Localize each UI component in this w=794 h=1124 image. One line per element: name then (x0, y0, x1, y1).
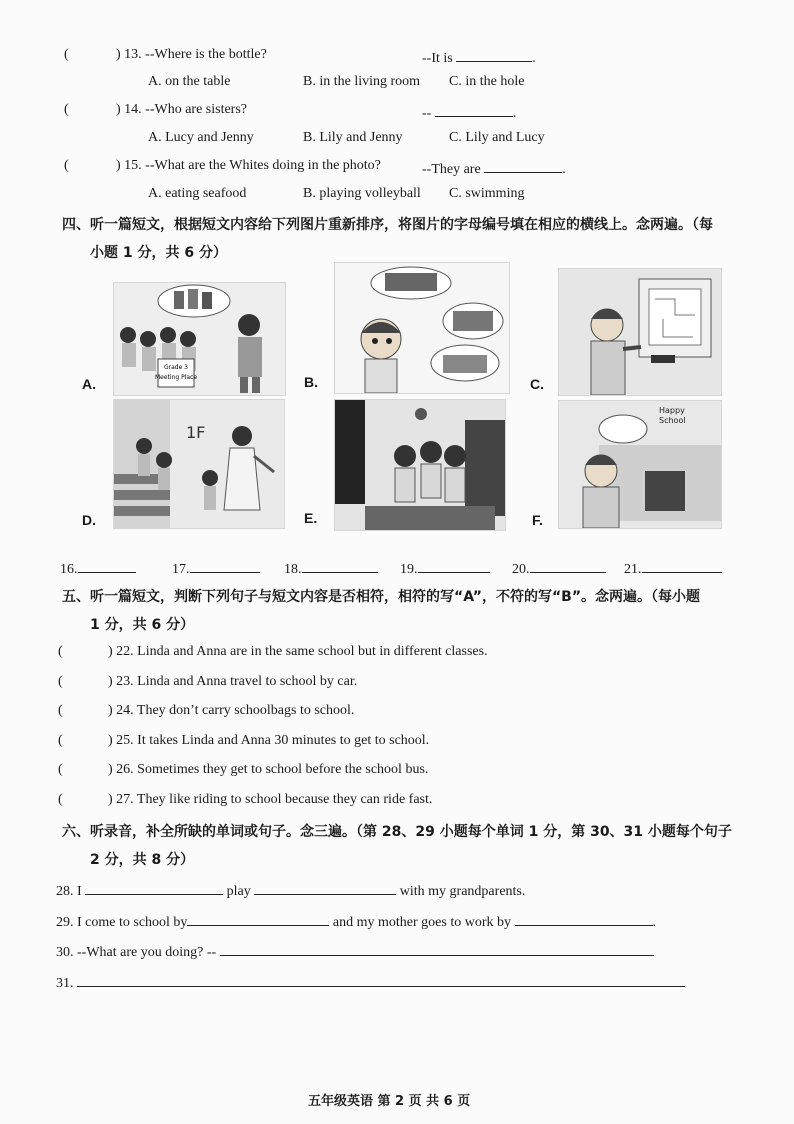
answer-paren: ( (64, 47, 69, 62)
statement-23: ) 23. Linda and Anna travel to school by car. (108, 674, 358, 689)
statement-27: ) 27. They like riding to school because they can ride fast. (108, 792, 433, 807)
section-5-heading: 五、听一篇短文，判断下列句子与短文内容是否相符，相符的写“A”，不符的写“B”。念两遍。（每小题 (62, 589, 701, 605)
stairs-teacher-children-illustration (114, 400, 284, 528)
svg-text:Meeting Place: Meeting Place (154, 374, 198, 381)
question-31: 31. (56, 972, 685, 992)
answer-prefix: --They are . (422, 158, 566, 178)
picture-b (334, 262, 510, 394)
page-footer: 五年级英语 第 2 页 共 6 页 (308, 1094, 471, 1109)
picture-f-label: F. (532, 512, 543, 528)
question-29: 29. I come to school by and my mother goes to work by . (56, 911, 656, 931)
answer-paren: ( (58, 674, 63, 689)
question-30: 30. --What are you doing? -- (56, 941, 654, 961)
answer-17[interactable]: 17. (172, 558, 260, 578)
picture-e (334, 399, 506, 531)
option-c: C. swimming (449, 186, 525, 201)
question-text: ) 14. --Who are sisters? (116, 102, 248, 117)
girl-in-front-of-school-illustration (559, 401, 721, 528)
option-b: B. playing volleyball (303, 186, 421, 201)
blank-28a[interactable] (85, 880, 223, 895)
svg-text:School: School (659, 416, 686, 425)
option-b: B. in the living room (303, 74, 421, 89)
girl-pointing-at-map-illustration (559, 269, 721, 395)
picture-b-label: B. (304, 374, 318, 390)
answer-18[interactable]: 18. (284, 558, 378, 578)
blank-31[interactable] (77, 972, 685, 987)
blank-29a[interactable] (187, 911, 329, 926)
svg-text:Happy: Happy (659, 406, 685, 415)
answer-paren: ( (58, 792, 63, 807)
picture-a-label: A. (82, 376, 96, 392)
answer-19[interactable]: 19. (400, 558, 490, 578)
section-6-heading-cont: 2 分，共 8 分） (90, 852, 195, 868)
question-text: ) 13. --Where is the bottle? (116, 47, 267, 62)
answer-20[interactable]: 20. (512, 558, 606, 578)
answer-paren: ( (58, 703, 63, 718)
statement-22: ) 22. Linda and Anna are in the same school but in different classes. (108, 644, 488, 659)
option-c: C. Lily and Lucy (449, 130, 545, 145)
question-text: ) 15. --What are the Whites doing in the photo? (116, 158, 381, 173)
answer-21[interactable]: 21. (624, 558, 722, 578)
section-4-heading-cont: 小题 1 分，共 6 分） (90, 245, 227, 261)
answer-16[interactable]: 16. (60, 558, 136, 578)
option-a: A. on the table (148, 74, 231, 89)
picture-d-label: D. (82, 512, 96, 528)
answer-paren: ( (64, 158, 69, 173)
statement-25: ) 25. It takes Linda and Anna 30 minutes to get to school. (108, 733, 430, 748)
girl-thinking-illustration (335, 263, 509, 393)
answer-prefix: --It is . (422, 47, 536, 67)
answer-paren: ( (64, 102, 69, 117)
option-b: B. Lily and Jenny (303, 130, 403, 145)
option-a: A. eating seafood (148, 186, 247, 201)
blank-29b[interactable] (515, 911, 653, 926)
svg-text:Grade 3: Grade 3 (163, 364, 189, 371)
blank-30[interactable] (220, 941, 654, 956)
picture-c-label: C. (530, 376, 544, 392)
picture-a (113, 282, 286, 396)
answer-paren: ( (58, 733, 63, 748)
picture-d (113, 399, 285, 529)
picture-f (558, 400, 722, 529)
blank-28b[interactable] (254, 880, 396, 895)
section-4-heading: 四、听一篇短文，根据短文内容给下列图片重新排序，将图片的字母编号填在相应的横线上。念两遍。（每 (62, 217, 713, 233)
answer-paren: ( (58, 762, 63, 777)
students-in-line-illustration (335, 400, 505, 530)
option-a: A. Lucy and Jenny (148, 130, 254, 145)
statement-24: ) 24. They don’t carry schoolbags to school. (108, 703, 355, 718)
section-5-heading-cont: 1 分，共 6 分） (90, 617, 195, 633)
answer-paren: ( (58, 644, 63, 659)
section-6-heading: 六、听录音，补全所缺的单词或句子。念三遍。（第 28、29 小题每个单词 1 分，第 30、31 小题每个句子 (62, 824, 732, 840)
picture-c (558, 268, 722, 396)
answer-prefix: -- . (422, 102, 516, 122)
picture-e-label: E. (304, 510, 318, 526)
classroom-line-illustration (114, 283, 285, 395)
option-c: C. in the hole (449, 74, 525, 89)
question-28: 28. I play with my grandparents. (56, 880, 525, 900)
statement-26: ) 26. Sometimes they get to school before the school bus. (108, 762, 429, 777)
svg-text:1F: 1F (186, 423, 206, 442)
